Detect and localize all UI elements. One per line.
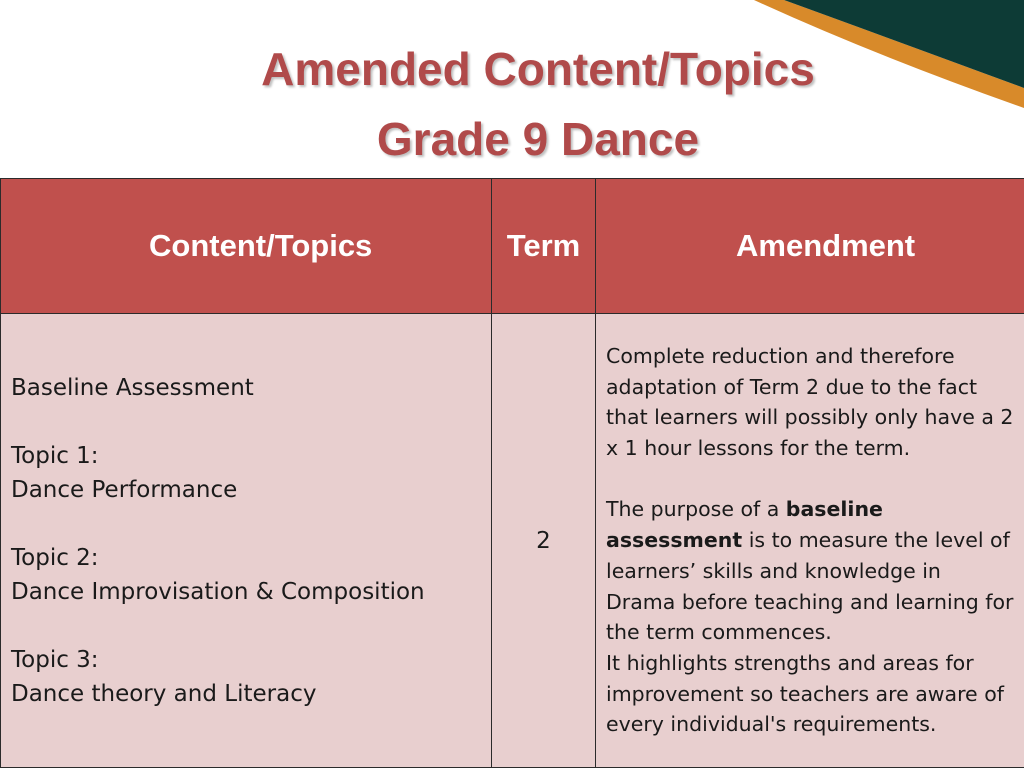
table-header-row <box>1 179 1024 314</box>
page-subtitle: Grade 9 Dance <box>376 113 700 165</box>
amendment-paragraph-2 <box>606 494 1016 648</box>
header-term: Term <box>492 179 596 314</box>
amendment-paragraph-3: It highlights strengths and areas for improvement so teachers are aware of every individual's requirements. <box>606 650 1004 737</box>
topic3-label: Topic 3: <box>11 646 99 673</box>
amendments-table <box>0 178 1024 768</box>
header-content-topics: Content/Topics <box>1 179 492 314</box>
topic2-name: Dance Improvisation & Composition <box>11 578 425 605</box>
amendment-cell <box>596 314 1024 768</box>
topic1-name: Dance Performance <box>11 476 238 503</box>
amendment-p2-suffix: is to measure the level of learners’ skills and knowledge in Drama before teaching and learning for the term commences. <box>606 528 1014 645</box>
term-cell: 2 <box>492 314 596 768</box>
topic3-name: Dance theory and Literacy <box>11 680 317 707</box>
topic1-label: Topic 1: <box>11 442 99 469</box>
baseline-assessment-text: Baseline Assessment <box>11 374 254 401</box>
amendment-paragraph-1: Complete reduction and therefore adaptation of Term 2 due to the fact that learners will possibly only have a 2 x 1 hour lessons for the term. <box>606 343 1014 461</box>
table-row <box>1 314 1024 768</box>
amendment-p2-prefix: The purpose of a <box>606 497 786 522</box>
topics-cell <box>1 314 492 768</box>
amendments-table-container <box>0 178 1024 768</box>
header-amendment: Amendment <box>596 179 1024 314</box>
amendment-p2-bold: baseline assessment <box>606 497 883 553</box>
page-title: Amended Content/Topics <box>261 43 815 95</box>
topic2-label: Topic 2: <box>11 544 99 571</box>
